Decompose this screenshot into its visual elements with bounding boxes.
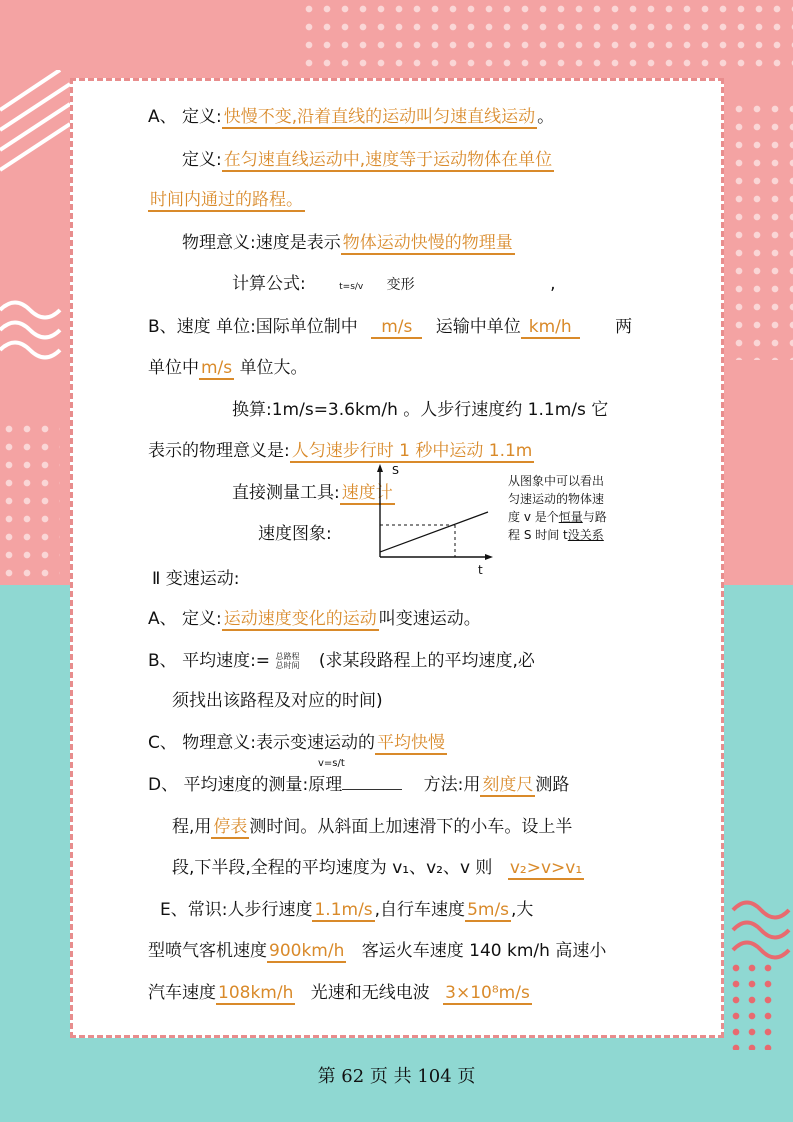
formula: t=s/v <box>339 282 364 292</box>
answer: 快慢不变,沿着直线的运动叫匀速直线运动 <box>223 107 536 127</box>
text-line <box>172 689 383 713</box>
text: 光速和无线电波 <box>310 983 430 1003</box>
text: 单位中 <box>148 358 199 378</box>
text: 型喷气客机速度 <box>148 941 267 961</box>
text: ,自行车速度 <box>374 900 466 920</box>
text: 叫变速运动。 <box>378 609 481 629</box>
text: 程,用 <box>172 817 212 837</box>
text-line <box>172 815 572 839</box>
text: 表示的物理意义是: <box>148 441 290 461</box>
text: , <box>550 274 556 294</box>
text-line <box>148 188 305 212</box>
decor-dots-top <box>300 0 793 70</box>
answer: 108km/h <box>218 983 294 1003</box>
text: Ⅱ 变速运动: <box>152 569 240 589</box>
answer: 900km/h <box>269 941 345 961</box>
text: 恒量 <box>558 510 583 524</box>
answer: 停表 <box>213 817 248 837</box>
text: 速度图象: <box>258 524 332 544</box>
decor-dots-left <box>0 420 60 580</box>
answer: km/h <box>521 317 580 339</box>
text: A、 定义: <box>148 609 222 629</box>
text: 计算公式: <box>232 274 306 294</box>
text: 与路 <box>582 510 607 524</box>
section-heading <box>152 567 240 591</box>
formula-line <box>318 758 345 770</box>
text-line <box>148 773 569 797</box>
text: 方法:用 <box>423 775 481 795</box>
text-line <box>148 105 554 129</box>
text-line <box>172 856 584 880</box>
answer: 1.1m/s <box>314 900 373 920</box>
text-line <box>148 439 534 463</box>
note-line: 从图象中可以看出 <box>508 474 605 488</box>
velocity-graph <box>370 462 500 572</box>
text-line <box>182 231 515 255</box>
text: 变形 <box>386 277 415 293</box>
answer: 平均快慢 <box>377 733 446 753</box>
text: 没关系 <box>567 528 604 542</box>
text: B、 平均速度:= <box>148 651 271 671</box>
answer: m/s <box>201 358 233 378</box>
answer: 物体运动快慢的物理量 <box>342 233 513 253</box>
formula: v=s/t <box>318 758 345 769</box>
answer: v₂>v>v₁ <box>509 858 583 878</box>
graph-note <box>508 472 607 544</box>
text: 直接测量工具: <box>232 483 340 503</box>
text-line <box>148 649 535 673</box>
text-line <box>232 398 608 422</box>
text-line <box>148 731 447 755</box>
decor-waves-left <box>0 290 70 370</box>
answer: 运动速度变化的运动 <box>223 609 377 629</box>
graph-x-label: t <box>478 563 483 577</box>
s-t-line <box>380 512 488 552</box>
answer: 人匀速步行时 1 秒中运动 1.1m <box>291 441 533 461</box>
decor-stripes <box>0 70 70 190</box>
text-line <box>232 272 555 299</box>
text: C、 物理意义:表示变速运动的 <box>148 733 376 753</box>
text: 须找出该路程及对应的时间) <box>172 691 383 711</box>
text: 测时间。从斜面上加速滑下的小车。设上半 <box>249 817 573 837</box>
numerator: 总路程 <box>275 652 300 661</box>
text: 程 S 时间 t <box>508 528 568 542</box>
page-footer: 第 62 页 共 104 页 <box>317 1066 476 1087</box>
text: 物理意义:速度是表示 <box>182 233 341 253</box>
note-line: 匀速运动的物体速 <box>508 492 605 506</box>
text-line <box>148 939 606 963</box>
fraction <box>275 652 299 670</box>
blank <box>342 789 402 790</box>
text: 段,下半段,全程的平均速度为 v₁、v₂、v 则 <box>172 858 493 878</box>
answer: 时间内通过的路程。 <box>150 190 303 210</box>
x-arrow <box>485 554 493 560</box>
text-line <box>148 315 632 339</box>
text: 运输中单位 <box>435 317 521 337</box>
text: 单位大。 <box>239 358 308 378</box>
text: D、 平均速度的测量:原理 <box>148 775 343 795</box>
text: 汽车速度 <box>148 983 216 1003</box>
text: 两 <box>615 317 633 337</box>
text-line <box>160 898 533 922</box>
answer: 刻度尺 <box>482 775 534 795</box>
note-line <box>508 526 607 544</box>
decor-dots-right <box>730 100 793 360</box>
text-line <box>148 981 532 1005</box>
text: B、速度 单位:国际单位制中 <box>148 317 358 337</box>
answer: 在匀速直线运动中,速度等于运动物体在单位 <box>223 150 553 170</box>
text: ,大 <box>511 900 534 920</box>
text-line <box>148 356 308 380</box>
y-arrow <box>377 464 383 472</box>
text: (求某段路程上的平均速度,必 <box>318 651 535 671</box>
text-line <box>258 522 332 546</box>
text-line <box>182 148 554 172</box>
text-line <box>148 607 481 631</box>
note-line <box>508 508 607 526</box>
answer: 速度计 <box>341 483 393 503</box>
answer: 5m/s <box>467 900 510 920</box>
text: 度 v 是个 <box>508 510 559 524</box>
text: 。 <box>537 107 555 127</box>
text: 定义: <box>182 150 222 170</box>
text: 换算:1m/s=3.6km/h 。人步行速度约 1.1m/s 它 <box>232 400 609 420</box>
decor-waves-right <box>730 895 793 965</box>
text: A、 定义: <box>148 107 222 127</box>
denominator: 总时间 <box>275 661 300 670</box>
decor-dots-pink <box>728 960 778 1050</box>
answer: m/s <box>371 317 422 339</box>
answer: 3×10⁸m/s <box>445 983 530 1003</box>
text: 测路 <box>535 775 570 795</box>
text: E、常识:人步行速度 <box>160 900 313 920</box>
text: 客运火车速度 140 km/h 高速小 <box>361 941 607 961</box>
y-label: S <box>392 464 399 477</box>
